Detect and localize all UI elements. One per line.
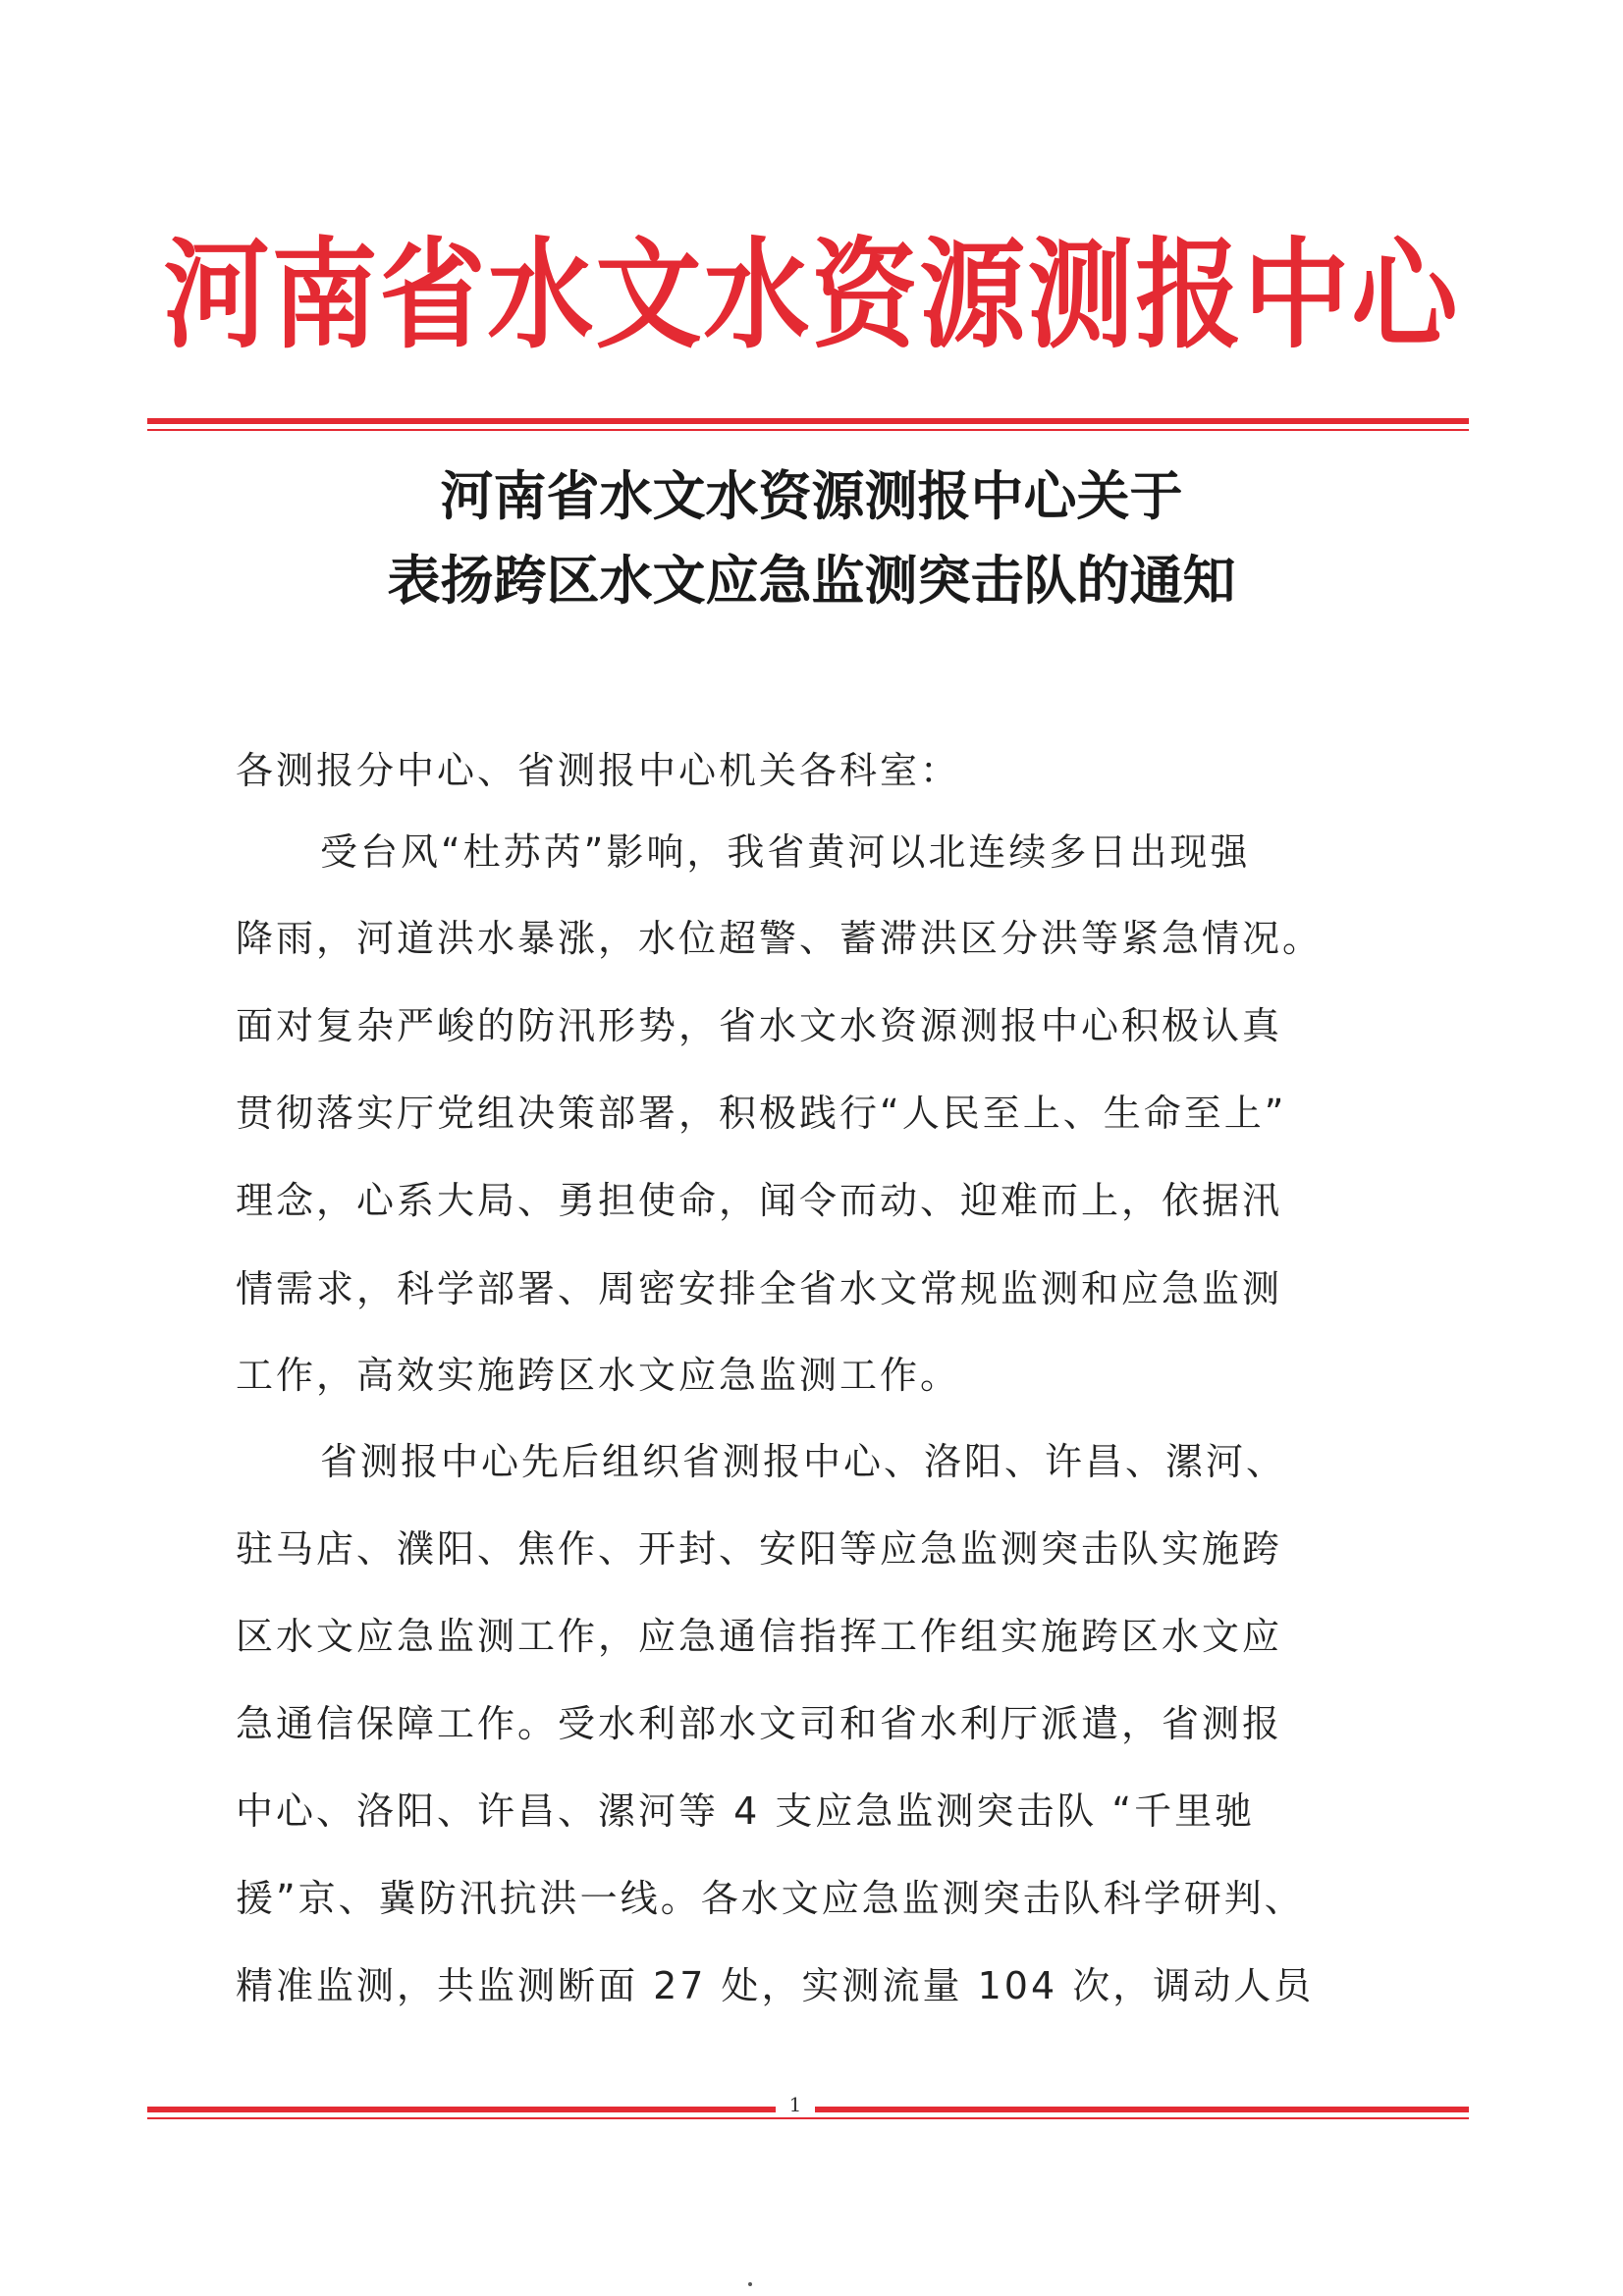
- paragraph-2-line-3: 区水文应急监测工作，应急通信指挥工作组实施跨区水文应: [236, 1615, 1283, 1658]
- paragraph-2-line-4: 急通信保障工作。受水利部水文司和省水利厅派遣，省测报: [236, 1702, 1283, 1745]
- paragraph-1-line-7: 工作，高效实施跨区水文应急监测工作。: [236, 1354, 961, 1397]
- salutation: 各测报分中心、省测报中心机关各科室：: [236, 749, 961, 792]
- paragraph-2-line-1: 省测报中心先后组织省测报中心、洛阳、许昌、漯河、: [320, 1440, 1287, 1483]
- paragraph-1-line-4: 贯彻落实厅党组决策部署，积极践行“人民至上、生命至上”: [236, 1092, 1287, 1135]
- masthead-divider: [147, 418, 1469, 431]
- paragraph-2-line-2: 驻马店、濮阳、焦作、开封、安阳等应急监测突击队实施跨: [236, 1527, 1283, 1571]
- document-title-line-1: 河南省水文水资源测报中心关于: [440, 464, 1183, 527]
- paragraph-2-line-7: 精准监测，共监测断面 27 处，实测流量 104 次，调动人员: [236, 1964, 1315, 2007]
- paragraph-1-line-2: 降雨，河道洪水暴涨，水位超警、蓄滞洪区分洪等紧急情况。: [236, 917, 1324, 960]
- paragraph-1-line-6: 情需求，科学部署、周密安排全省水文常规监测和应急监测: [236, 1267, 1283, 1310]
- scan-speck: [748, 2282, 752, 2286]
- paragraph-2-line-6: 援”京、冀防汛抗洪一线。各水文应急监测突击队科学研判、: [236, 1877, 1305, 1920]
- masthead-org-name: 河南省水文水资源测报中心: [163, 226, 1460, 365]
- document-title-line-2: 表扬跨区水文应急监测突击队的通知: [387, 549, 1236, 612]
- page-number: 1: [776, 2093, 815, 2116]
- paragraph-1-line-3: 面对复杂严峻的防汛形势，省水文水资源测报中心积极认真: [236, 1004, 1283, 1047]
- paragraph-1-line-1: 受台风“杜苏芮”影响，我省黄河以北连续多日出现强: [320, 830, 1251, 874]
- paragraph-2-line-5: 中心、洛阳、许昌、漯河等 4 支应急监测突击队 “千里驰: [236, 1789, 1256, 1833]
- paragraph-1-line-5: 理念，心系大局、勇担使命，闻令而动、迎难而上，依据汛: [236, 1179, 1283, 1222]
